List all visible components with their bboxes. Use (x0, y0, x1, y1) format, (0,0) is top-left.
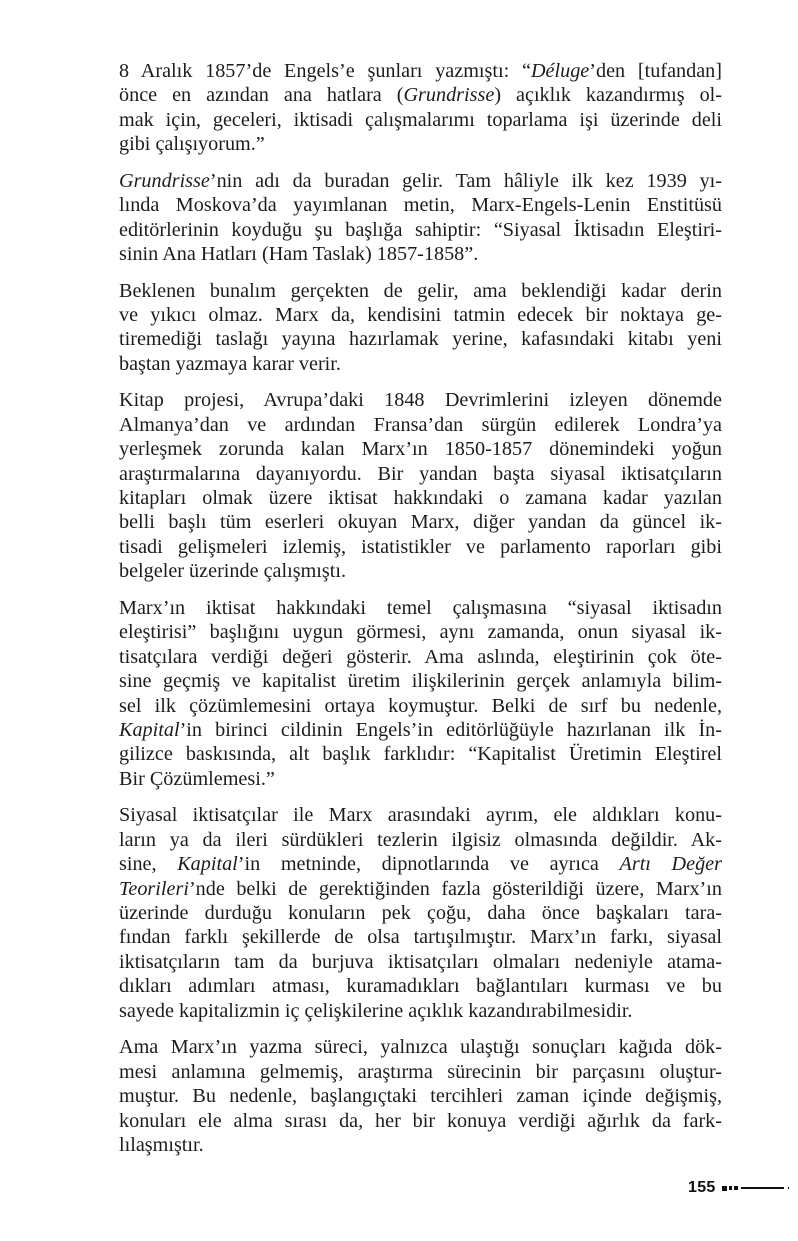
text-line (119, 1109, 722, 1133)
paragraph (119, 59, 722, 157)
text-line (119, 559, 722, 583)
text-run: önce en azından ana hatlara ( (119, 84, 404, 107)
ornament-square-small (729, 1186, 733, 1190)
text-run: ’nde belki de gerektiğinden fazla gösterildiği üzere, Marx’ın (188, 877, 722, 900)
text-line (119, 828, 722, 852)
text-line (119, 718, 722, 742)
page-number-ornament-icon (722, 1186, 790, 1191)
text-line (119, 1035, 722, 1059)
text-run: lılaşmıştır. (119, 1133, 204, 1156)
text-line (119, 462, 722, 486)
text-run: gibi çalışıyorum.” (119, 133, 265, 156)
text-run: sel ilk çözümlemesini ortaya koymuştur. Belki de sırf bu nedenle, (119, 694, 722, 717)
text-run: ve yıkıcı olmaz. Marx da, kendisini tatmin edecek bir noktaya ge- (119, 303, 722, 326)
text-run: konuları ele alma sırası da, her bir konuya verdiği ağırlık da fark- (119, 1109, 722, 1132)
text-run: sinin Ana Hatları (Ham Taslak) 1857-1858”. (119, 243, 479, 266)
text-line (119, 1133, 722, 1157)
text-line (119, 1060, 722, 1084)
text-run: mesi anlamına gelmemiş, araştırma sürecinin bir parçasını oluştur- (119, 1060, 722, 1083)
text-line (119, 974, 722, 998)
text-line (119, 242, 722, 266)
text-run: ların ya da ileri sürdükleri tezlerin ilgisiz olmasında değildir. Ak- (119, 828, 722, 851)
paragraph (119, 803, 722, 1023)
text-run: Bir Çözümlemesi.” (119, 767, 275, 790)
text-line (119, 742, 722, 766)
paragraph (119, 169, 722, 267)
page-footer (688, 1178, 789, 1198)
text-run: muştur. Bu nedenle, başlangıçtaki tercihleri zaman içinde değişmiş, (119, 1085, 722, 1108)
text-line (119, 767, 722, 791)
text-run: araştırmalarına dayanıyordu. Bir yandan başta siyasal iktisatçıların (119, 462, 722, 485)
paragraph (119, 596, 722, 792)
text-run: tiremediği taslağı yayına hazırlamak yerine, kafasındaki kitabı yeni (119, 328, 722, 351)
text-line (119, 83, 722, 107)
text-run: baştan yazmaya karar verir. (119, 352, 341, 375)
text-run: 8 Aralık 1857’de Engels’e şunları yazmıştı: “ (119, 60, 531, 82)
text-run: eleştirisi” başlığını uygun görmesi, aynı zamanda, onun siyasal ik- (119, 621, 722, 644)
text-line (119, 852, 722, 876)
text-run: sine geçmiş ve kapitalist üretim ilişkilerinin gerçek anlamıyla bilim- (119, 670, 722, 693)
text-run: gilizce baskısında, alt başlık farklıdır: “Kapitalist Üretimin Eleştirel (119, 743, 722, 766)
italic-title-run: Grundrisse (403, 84, 495, 107)
text-run: belgeler üzerinde çalışmıştı. (119, 560, 347, 583)
italic-title-run: Kapital (119, 718, 180, 741)
text-run: ’in metninde, dipnotlarında ve ayrıca (237, 853, 620, 876)
italic-title-run: Grundrisse (119, 169, 210, 192)
paragraph (119, 388, 722, 584)
text-line (119, 877, 722, 901)
text-line (119, 279, 722, 303)
text-run: kitapları olmak üzere iktisat hakkındaki o zamana kadar yazılan (119, 487, 722, 509)
text-line (119, 999, 722, 1023)
text-run: Siyasal iktisatçılar ile Marx arasındaki ayrım, ele aldıkları konu- (119, 804, 722, 827)
text-run: Almanya’dan ve ardından Fransa’dan sürgün edilerek Londra’ya (119, 413, 722, 436)
text-line (119, 352, 722, 376)
ornament-square-large (722, 1186, 727, 1191)
italic-title-run: Teorileri (119, 877, 189, 900)
page-number: 155 (688, 1179, 716, 1196)
text-line (119, 327, 722, 351)
text-run: sine, (119, 853, 178, 876)
text-run: ’den [tufandan] (589, 60, 722, 82)
text-line (119, 1084, 722, 1108)
text-run: dıkları adımları atması, kuramadıkları bağlantıları kurması ve bu (119, 975, 722, 998)
text-run: fından farklı şekillerde de olsa tartışılmıştır. Marx’ın farkı, siyasal (119, 926, 722, 949)
text-run: Marx’ın iktisat hakkındaki temel çalışmasına “siyasal iktisadın (119, 596, 722, 619)
text-run: ’in birinci cildinin Engels’in editörlüğüyle hazırlanan ilk İn- (179, 718, 722, 741)
text-line (119, 694, 722, 718)
text-line (119, 535, 722, 559)
ornament-square-small (734, 1186, 738, 1190)
text-run: belli başlı tüm eserleri okuyan Marx, diğer yandan da güncel ik- (119, 511, 722, 534)
text-line (119, 486, 722, 510)
text-run: editörlerinin koyduğu şu başlığa sahiptir: “Siyasal İktisadın Eleştiri- (119, 218, 722, 241)
paragraph (119, 1035, 722, 1157)
text-line (119, 803, 722, 827)
ornament-dot (788, 1187, 790, 1189)
text-line (119, 132, 722, 156)
text-line (119, 59, 722, 83)
text-run: mak için, geceleri, iktisadi çalışmalarımı toparlama işi üzerinde deli (119, 108, 722, 131)
text-run: Kitap projesi, Avrupa’daki 1848 Devrimlerini izleyen dönemde (119, 389, 722, 412)
text-line (119, 669, 722, 693)
italic-title-run: Kapital (177, 853, 238, 876)
text-run: ) açıklık kazandırmış ol- (494, 84, 722, 107)
body-text-column (119, 59, 722, 1169)
text-run: yerleşmek zorunda kalan Marx’ın 1850-1857 dönemindeki yoğun (119, 438, 722, 461)
text-run: Beklenen bunalım gerçekten de gelir, ama beklendiği kadar derin (119, 279, 722, 302)
text-line (119, 620, 722, 644)
text-line (119, 108, 722, 132)
text-line (119, 645, 722, 669)
text-run: lında Moskova’da yayımlanan metin, Marx-Engels-Lenin Enstitüsü (119, 194, 722, 217)
text-run: iktisatçıların tam da burjuva iktisatçıları olmaları nedeniyle atama- (119, 950, 722, 973)
paragraph (119, 279, 722, 377)
text-line (119, 596, 722, 620)
text-line (119, 437, 722, 461)
italic-title-run: Artı Değer (619, 853, 722, 876)
text-run: üzerinde durduğu konuların pek çoğu, daha önce başkaları tara- (119, 902, 722, 924)
ornament-rule (741, 1187, 784, 1189)
text-line (119, 901, 722, 925)
text-run: ’nin adı da buradan gelir. Tam hâliyle ilk kez 1939 yı- (209, 169, 722, 192)
text-run: tisatçılara verdiği değeri gösterir. Ama aslında, eleştirinin çok öte- (119, 645, 722, 668)
text-run: tisadi gelişmeleri izlemiş, istatistikler ve parlamento raporları gibi (119, 535, 722, 558)
text-line (119, 950, 722, 974)
text-line (119, 510, 722, 534)
text-line (119, 303, 722, 327)
text-line (119, 388, 722, 412)
text-run: sayede kapitalizmin iç çelişkilerine açıklık kazandırabilmesidir. (119, 999, 633, 1022)
text-run: Ama Marx’ın yazma süreci, yalnızca ulaştığı sonuçları kağıda dök- (119, 1036, 722, 1059)
text-line (119, 169, 722, 193)
text-line (119, 193, 722, 217)
text-line (119, 218, 722, 242)
italic-title-run: Déluge (530, 60, 590, 82)
text-line (119, 413, 722, 437)
text-line (119, 925, 722, 949)
